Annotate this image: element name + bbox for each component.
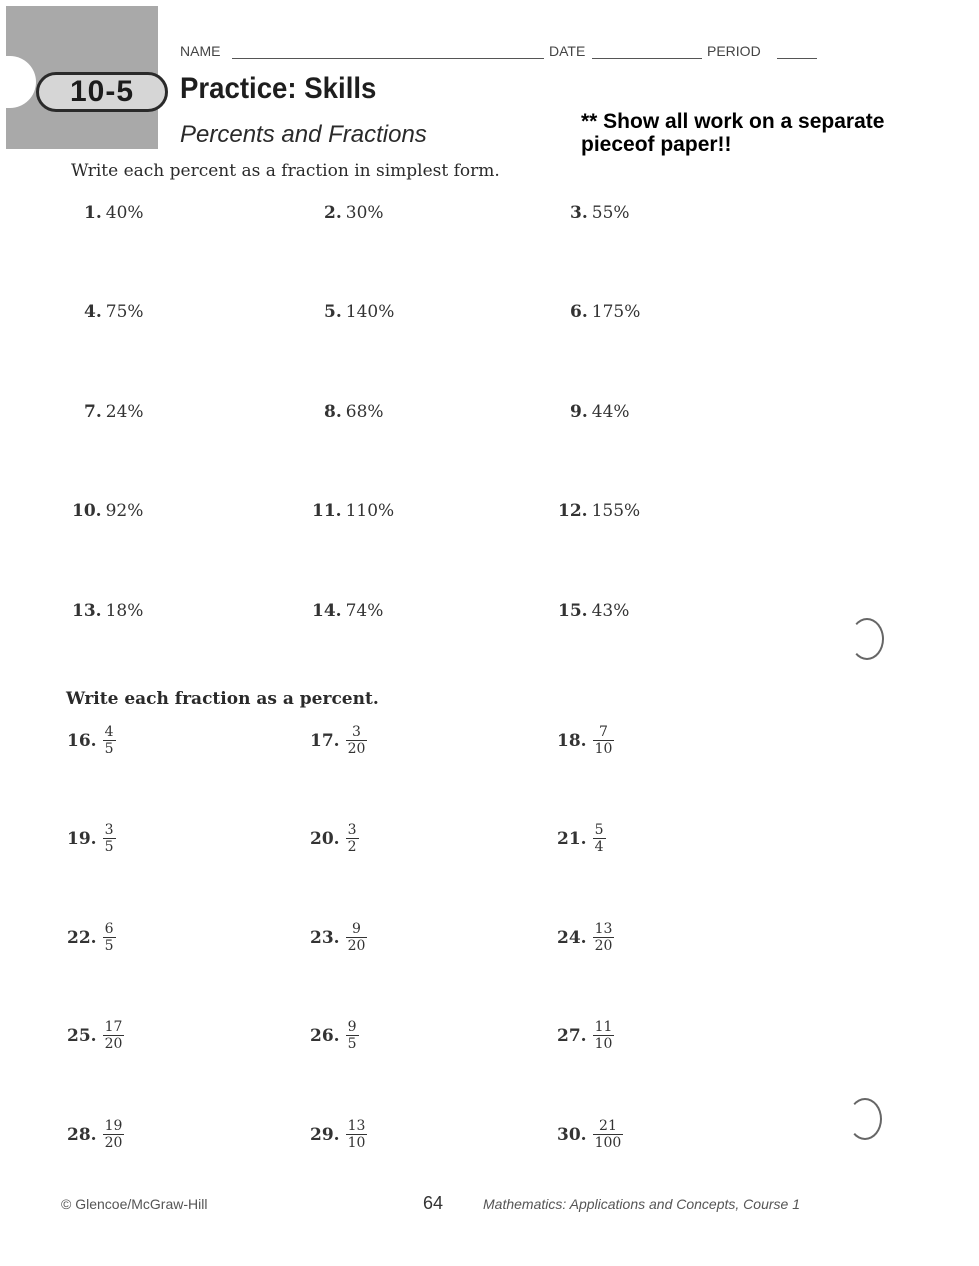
fraction-problem xyxy=(67,724,116,757)
fraction xyxy=(346,724,368,757)
fraction-problem xyxy=(67,1118,124,1151)
denominator: 10 xyxy=(594,1036,613,1052)
problem-number: 15. xyxy=(558,601,588,621)
numerator: 5 xyxy=(594,822,604,838)
fraction-problem xyxy=(557,1019,614,1052)
numerator: 19 xyxy=(104,1118,123,1134)
section1-instruction: Write each percent as a fraction in simplest form. xyxy=(71,161,500,181)
denominator: 5 xyxy=(104,839,114,855)
problem-number: 26. xyxy=(310,1025,340,1046)
problem-number: 20. xyxy=(310,828,340,849)
period-blank[interactable] xyxy=(777,58,817,59)
problem-number: 8. xyxy=(324,402,342,422)
percent-problem xyxy=(570,203,630,223)
problem-number: 16. xyxy=(67,730,97,751)
problem-number: 28. xyxy=(67,1124,97,1145)
binder-hole-mark xyxy=(848,1098,882,1140)
denominator: 5 xyxy=(104,741,114,757)
problem-number: 7. xyxy=(84,402,102,422)
problem-number: 13. xyxy=(72,601,102,621)
fraction-problem xyxy=(557,724,614,757)
problem-number: 17. xyxy=(310,730,340,751)
denominator: 10 xyxy=(347,1135,366,1151)
numerator: 9 xyxy=(352,921,361,937)
problem-value: 175% xyxy=(591,302,641,322)
problem-value: 110% xyxy=(345,501,395,521)
copyright: © Glencoe/McGraw-Hill xyxy=(61,1196,208,1212)
problem-number: 2. xyxy=(324,203,342,223)
problem-number: 9. xyxy=(570,402,588,422)
numerator: 13 xyxy=(594,921,613,937)
fraction-problem xyxy=(67,822,116,855)
fraction xyxy=(593,921,615,954)
fraction xyxy=(346,921,368,954)
problem-number: 29. xyxy=(310,1124,340,1145)
fraction-problem xyxy=(310,1019,359,1052)
fraction-problem xyxy=(557,822,606,855)
numerator: 21 xyxy=(599,1118,617,1134)
problem-number: 6. xyxy=(570,302,588,322)
binder-hole-mark xyxy=(850,618,884,660)
problem-number: 1. xyxy=(84,203,102,223)
numerator: 17 xyxy=(104,1019,123,1035)
period-label: PERIOD xyxy=(707,43,761,59)
numerator: 6 xyxy=(104,921,114,937)
percent-problem xyxy=(84,302,144,322)
fraction xyxy=(103,921,116,954)
denominator: 2 xyxy=(347,839,357,855)
problem-number: 30. xyxy=(557,1124,587,1145)
fraction xyxy=(103,1019,125,1052)
denominator: 5 xyxy=(347,1036,357,1052)
fraction xyxy=(346,822,359,855)
fraction-problem xyxy=(67,1019,124,1052)
numerator: 13 xyxy=(347,1118,366,1134)
problem-number: 25. xyxy=(67,1025,97,1046)
fraction xyxy=(346,1019,359,1052)
problem-number: 24. xyxy=(557,927,587,948)
denominator: 20 xyxy=(594,938,613,954)
work-note: ** Show all work on a separate pieceof paper!! xyxy=(581,110,885,156)
problem-number: 11. xyxy=(312,501,342,521)
problem-value: 140% xyxy=(345,302,395,322)
problem-value: 75% xyxy=(105,302,144,322)
denominator: 20 xyxy=(347,938,366,954)
fraction-problem xyxy=(310,1118,367,1151)
date-blank[interactable] xyxy=(592,58,702,59)
problem-number: 5. xyxy=(324,302,342,322)
fraction xyxy=(593,1019,615,1052)
percent-problem xyxy=(324,203,384,223)
problem-number: 4. xyxy=(84,302,102,322)
problem-value: 43% xyxy=(591,601,630,621)
percent-problem xyxy=(84,203,144,223)
problem-number: 18. xyxy=(557,730,587,751)
fraction xyxy=(593,822,606,855)
problem-number: 10. xyxy=(72,501,102,521)
problem-number: 14. xyxy=(312,601,342,621)
problem-value: 92% xyxy=(105,501,144,521)
problem-number: 23. xyxy=(310,927,340,948)
fraction xyxy=(103,1118,125,1151)
problem-number: 12. xyxy=(558,501,588,521)
numerator: 3 xyxy=(352,724,361,740)
name-blank[interactable] xyxy=(232,58,544,59)
fraction xyxy=(103,724,116,757)
numerator: 7 xyxy=(599,724,608,740)
numerator: 3 xyxy=(104,822,114,838)
fraction xyxy=(593,1118,624,1151)
fraction-problem xyxy=(557,1118,623,1151)
problem-number: 22. xyxy=(67,927,97,948)
book-title: Mathematics: Applications and Concepts, Course 1 xyxy=(483,1196,800,1212)
page-number: 64 xyxy=(423,1193,444,1213)
denominator: 100 xyxy=(594,1135,622,1151)
page-subtitle: Percents and Fractions xyxy=(180,121,427,148)
fraction-problem xyxy=(310,822,359,855)
numerator: 3 xyxy=(347,822,357,838)
problem-value: 74% xyxy=(345,601,384,621)
denominator: 20 xyxy=(104,1036,123,1052)
fraction-problem xyxy=(310,724,367,757)
problem-value: 155% xyxy=(591,501,641,521)
numerator: 9 xyxy=(347,1019,357,1035)
problem-value: 44% xyxy=(591,402,630,422)
fraction xyxy=(593,724,615,757)
date-label: DATE xyxy=(549,43,586,59)
name-label: NAME xyxy=(180,43,221,59)
percent-problem xyxy=(72,501,143,521)
problem-value: 40% xyxy=(105,203,144,223)
numerator: 4 xyxy=(104,724,114,740)
percent-problem xyxy=(324,302,394,322)
section2-instruction: Write each fraction as a percent. xyxy=(66,689,379,709)
numerator: 11 xyxy=(594,1019,613,1035)
problem-value: 18% xyxy=(105,601,144,621)
fraction xyxy=(346,1118,368,1151)
percent-problem xyxy=(312,501,394,521)
problem-value: 30% xyxy=(345,203,384,223)
percent-problem xyxy=(324,402,384,422)
denominator: 20 xyxy=(104,1135,123,1151)
fraction-problem xyxy=(310,921,367,954)
problem-value: 24% xyxy=(105,402,144,422)
lesson-badge: 10-5 xyxy=(36,72,168,112)
problem-number: 21. xyxy=(557,828,587,849)
percent-problem xyxy=(84,402,144,422)
percent-problem xyxy=(558,601,629,621)
denominator: 10 xyxy=(594,741,613,757)
percent-problem xyxy=(558,501,640,521)
percent-problem xyxy=(72,601,143,621)
percent-problem xyxy=(312,601,383,621)
denominator: 5 xyxy=(104,938,114,954)
denominator: 20 xyxy=(347,741,366,757)
problem-value: 55% xyxy=(591,203,630,223)
denominator: 4 xyxy=(594,839,604,855)
problem-number: 27. xyxy=(557,1025,587,1046)
fraction-problem xyxy=(67,921,116,954)
percent-problem xyxy=(570,402,630,422)
fraction xyxy=(103,822,116,855)
percent-problem xyxy=(570,302,640,322)
problem-number: 19. xyxy=(67,828,97,849)
problem-value: 68% xyxy=(345,402,384,422)
page-title: Practice: Skills xyxy=(180,72,377,105)
fraction-problem xyxy=(557,921,614,954)
problem-number: 3. xyxy=(570,203,588,223)
